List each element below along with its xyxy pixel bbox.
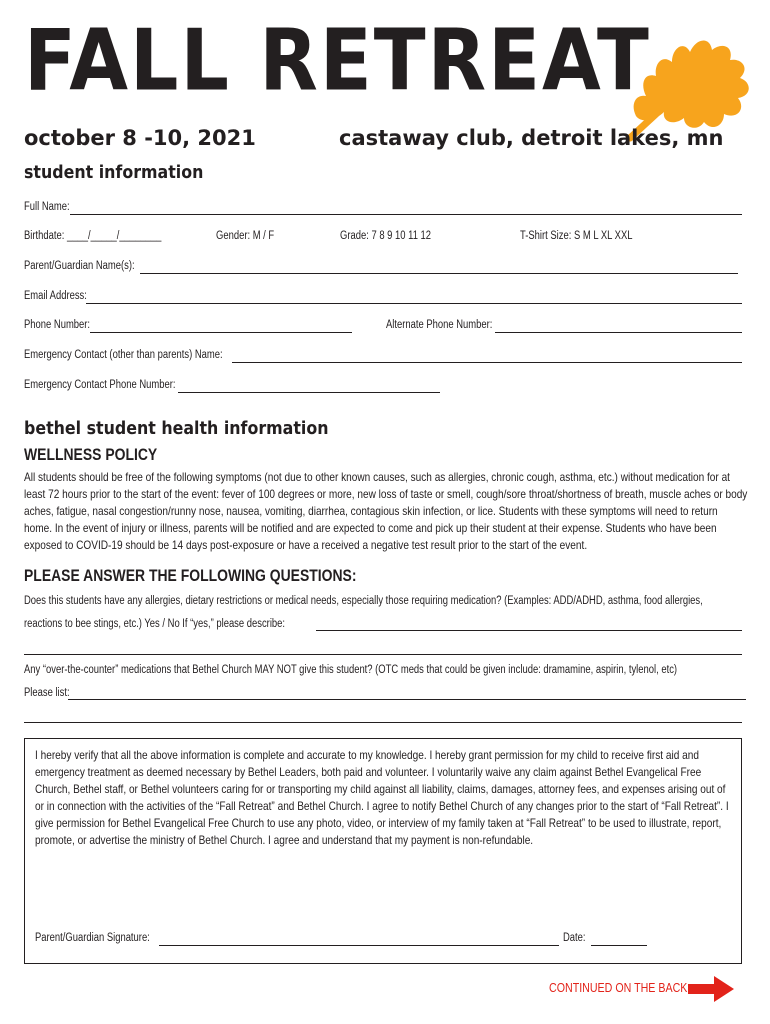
phone-field[interactable]: [90, 332, 352, 333]
questions-title: PLEASE ANSWER THE FOLLOWING QUESTIONS:: [24, 566, 357, 585]
event-location: castaway club, detroit lakes, mn: [339, 126, 724, 150]
question-otc-line1: Any “over-the-counter” medications that Bethel Church MAY NOT give this student? (OTC meds that could be given include: dramamine, aspirin, tylenol, etc): [24, 664, 678, 676]
email-field[interactable]: [86, 303, 742, 304]
tshirt-size-label: T-Shirt Size: S M L XL XXL: [520, 230, 633, 242]
page-title: FALL RETREAT: [24, 10, 651, 110]
date-label: Date:: [563, 932, 586, 944]
emergency-contact-field[interactable]: [232, 362, 742, 363]
signature-label: Parent/Guardian Signature:: [35, 932, 150, 944]
wellness-policy-title: WELLNESS POLICY: [24, 445, 158, 464]
signature-field[interactable]: [159, 945, 559, 946]
full-name-field[interactable]: [70, 214, 742, 215]
parent-guardian-label: Parent/Guardian Name(s):: [24, 260, 135, 272]
question-allergies-line1: Does this students have any allergies, dietary restrictions or medical needs, especially those requiring medication? (Examples: ADD/ADHD, asthma, food allergies,: [24, 595, 703, 607]
consent-box: [24, 738, 742, 964]
otc-extra-line[interactable]: [24, 722, 742, 723]
emergency-contact-label: Emergency Contact (other than parents) Name:: [24, 349, 223, 361]
question-otc-line2: Please list:: [24, 687, 70, 699]
oak-leaf-icon: [626, 24, 758, 142]
gender-label: Gender: M / F: [216, 230, 275, 242]
allergies-describe-field[interactable]: [316, 630, 742, 631]
event-dates: october 8 -10, 2021: [24, 126, 256, 150]
emergency-phone-field[interactable]: [178, 392, 440, 393]
continued-on-back-text: CONTINUED ON THE BACK: [549, 980, 688, 995]
full-name-label: Full Name:: [24, 201, 70, 213]
consent-text: I hereby verify that all the above information is complete and accurate to my knowledge. I hereby grant permission for my child to receive first aid and emergency treatment as deemed necessary by Bethel Leaders, both paid and volunteer. I voluntarily waive any claim against Bethel Evangelical Free Church, Bethel staff, or Bethel volunteers caring for or transporting my child against all liability, claims, damages, attorney fees, and expenses arising out of or in connection with the activities of the “Fall Retreat” and Bethel Church. I agree to notify Bethel Church of any changes prior to the start of “Fall Retreat”. I give permission for Bethel Evangelical Free Church to use any photo, video, or interview of my family taken at “Fall Retreat” to be used to illustrate, report, promote, or advertise the ministry of Bethel Church. I agree and understand that my payment is non-refundable.: [35, 748, 729, 847]
health-information-heading: bethel student health information: [24, 418, 329, 439]
birthdate-label: Birthdate: ____/_____/________: [24, 230, 162, 242]
question-allergies-line2: reactions to bee stings, etc.) Yes / No If “yes,” please describe:: [24, 618, 286, 630]
emergency-phone-label: Emergency Contact Phone Number:: [24, 379, 176, 391]
alt-phone-field[interactable]: [495, 332, 742, 333]
otc-list-field[interactable]: [68, 699, 746, 700]
date-field[interactable]: [591, 945, 647, 946]
grade-label: Grade: 7 8 9 10 11 12: [340, 230, 432, 242]
email-label: Email Address:: [24, 290, 87, 302]
alt-phone-label: Alternate Phone Number:: [386, 319, 493, 331]
wellness-policy-text: All students should be free of the following symptoms (not due to other known causes, such as allergies, chronic cough, asthma, etc.) without medication for at least 72 hours prior to the start of the event: fever of 100 degrees or more, new loss of taste or smell, cough/sore throat/shortness of breath, muscle aches or body aches, fatigue, nasal congestion/runny nose, nausea, vomiting, diarrhea, contagious skin infection, or lice. Students with these symptoms will need to return home. In the event of injury or illness, parents will be notified and are expected to come and pick up their student at their expense. Students who have been exposed to COVID-19 should be 14 days post-exposure or have a received a negative test result prior to the start of the event.: [24, 470, 748, 552]
allergies-extra-line[interactable]: [24, 654, 742, 655]
student-information-heading: student information: [24, 162, 204, 183]
parent-guardian-field[interactable]: [140, 273, 738, 274]
arrow-right-icon: [688, 976, 734, 1002]
phone-label: Phone Number:: [24, 319, 91, 331]
